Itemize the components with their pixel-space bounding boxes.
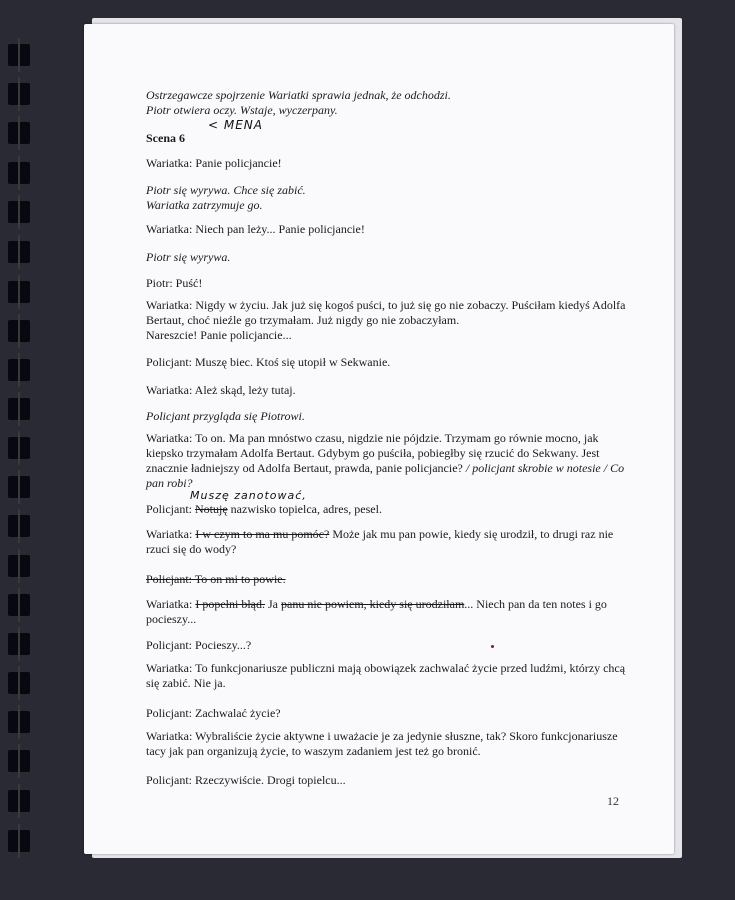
dialogue-block: Wariatka: I w czym to ma mu pomóc? Może jak mu pan powie, kiedy się urodził, to drugi raz nie rzuci się do wody?: [146, 527, 614, 556]
binding-ring: [8, 711, 30, 733]
dialogue-block: Wariatka: I popełni błąd. Ja panu nie powiem, kiedy się urodziłam... Niech pan da ten notes i go pocieszy...: [146, 597, 607, 626]
dialogue-line: Wariatka: Niech pan leży... Panie policjancie!: [146, 222, 365, 236]
dialogue-block: Wariatka: To on. Ma pan mnóstwo czasu, nigdzie nie pójdzie. Trzymam go równie mocno, jak kiepsko trzymałam Adolfa Bertaut. Gdybym go puściła, pobiegłby się rzucić do Sekwany. Jest znacznie ładniejszy od Adolfa Bertaut, prawda, panie policjancie? / policjant skrobie w notesie / Co pan robi?: [146, 431, 625, 490]
spiral-binding: [0, 0, 30, 900]
dialogue-line: Policjant: Muszę biec. Ktoś się utopił w Sekwanie.: [146, 355, 391, 369]
dialogue-block: Wariatka: To funkcjonariusze publiczni mają obowiązek zachwalać życie przed ludźmi, którzy chcą się zabić. Nie ja.: [146, 661, 626, 690]
stage-direction: Ostrzegawcze spojrzenie Wariatki sprawia jednak, że odchodzi. Piotr otwiera oczy. Wstaje, wyczerpany.: [146, 88, 451, 117]
dialogue-line: Policjant: Notuję nazwisko topielca, adres, pesel.: [146, 502, 382, 516]
binding-ring: [8, 122, 30, 144]
dialogue-block: Wariatka: Nigdy w życiu. Jak już się kogoś puści, to już się go nie zobaczy. Puściłam kiedyś Adolfa Bertaut, choć nieźle go trzymałam. Już nigdy go nie zobaczyłam. Nareszcie! Panie policjancie...: [146, 298, 626, 342]
stage-direction: Policjant przygląda się Piotrowi.: [146, 409, 305, 423]
binding-ring: [8, 555, 30, 577]
handwritten-note: < MENA: [208, 118, 263, 132]
binding-ring: [8, 359, 30, 381]
dialogue-line: Policjant: Pocieszy...?: [146, 638, 252, 652]
stage-direction: Piotr się wyrywa.: [146, 250, 231, 264]
dialogue-line: Policjant: Rzeczywiście. Drogi topielcu...: [146, 773, 346, 787]
binding-ring: [8, 790, 30, 812]
binding-ring: [8, 672, 30, 694]
page-number: 12: [607, 794, 619, 808]
binding-ring: [8, 281, 30, 303]
stage-direction: Piotr się wyrywa. Chce się zabić. Wariatka zatrzymuje go.: [146, 183, 306, 212]
handwritten-note: Muszę zanotować,: [190, 489, 307, 502]
ink-dot: [491, 645, 494, 648]
binding-ring: [8, 201, 30, 223]
binding-ring: [8, 437, 30, 459]
dialogue-block: Wariatka: Wybraliście życie aktywne i uważacie je za jedynie słuszne, tak? Skoro funkcjonariusze tacy jak pan organizują życie, to waszym zadaniem jest też go bronić.: [146, 729, 618, 758]
binding-ring: [8, 476, 30, 498]
binding-ring: [8, 44, 30, 66]
binding-ring: [8, 83, 30, 105]
binding-ring: [8, 750, 30, 772]
binding-ring: [8, 241, 30, 263]
scene-title: Scena 6: [146, 131, 185, 145]
dialogue-line: Wariatka: Panie policjancie!: [146, 156, 282, 170]
dialogue-line: Policjant: Zachwalać życie?: [146, 706, 281, 720]
binding-ring: [8, 162, 30, 184]
binding-ring: [8, 320, 30, 342]
dialogue-line: Wariatka: Ależ skąd, leży tutaj.: [146, 383, 296, 397]
binding-ring: [8, 633, 30, 655]
binding-ring: [8, 398, 30, 420]
binding-ring: [8, 515, 30, 537]
dialogue-line: Piotr: Puść!: [146, 276, 203, 290]
binding-ring: [8, 830, 30, 852]
dialogue-line: Policjant: To on mi to powie.: [146, 572, 286, 586]
binding-ring: [8, 594, 30, 616]
